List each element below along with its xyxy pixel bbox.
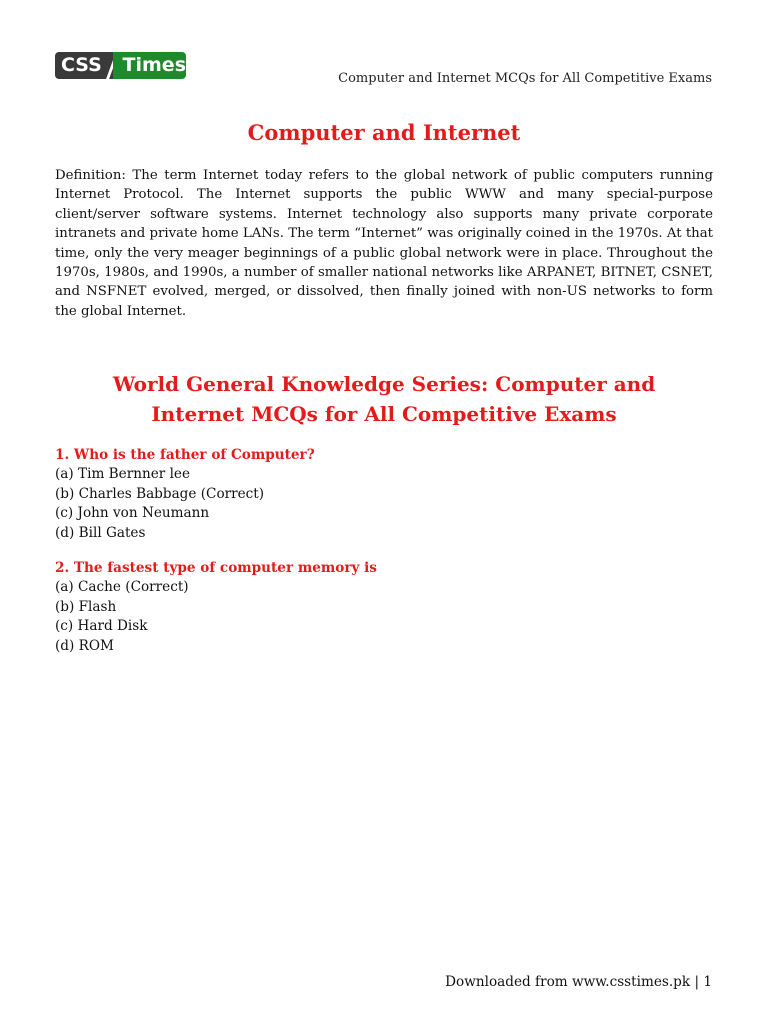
logo-left-text: CSS (61, 54, 102, 76)
question-2-option-b: (b) Flash (55, 598, 117, 615)
question-1-option-d: (d) Bill Gates (55, 524, 146, 541)
csstimes-logo (55, 52, 186, 79)
page-header-title: Computer and Internet MCQs for All Competitive Exams (338, 71, 712, 86)
question-2-option-a: (a) Cache (Correct) (55, 579, 189, 595)
page-footer: Downloaded from www.csstimes.pk | 1 (445, 974, 712, 990)
series-title-line-1: World General Knowledge Series: Computer and (112, 372, 656, 396)
question-1-option-a: (a) Tim Bernner lee (55, 466, 191, 482)
question-2-option-c: (c) Hard Disk (55, 618, 148, 634)
series-title (60, 369, 708, 429)
definition-paragraph: Definition: The term Internet today refers to the global network of public computers running Internet Protocol. The Internet supports the public WWW and many special-purpose client/server software systems. Internet technology also supports many private corporate intranets and private home LANs. The term “Internet” was originally coined in the 1970s. At that time, only the very meager beginnings of a public global network were in place. Throughout the 1970s, 1980s, and 1990s, a number of smaller national networks like ARPANET, BITNET, CSNET, and NSFNET evolved, merged, or dissolved, then finally joined with non-US networks to form the global Internet. (55, 168, 713, 319)
logo-left-part (55, 52, 113, 79)
question-1-text: 1. Who is the father of Computer? (55, 447, 315, 463)
question-2-text: 2. The fastest type of computer memory is (55, 560, 377, 576)
question-2-option-d: (d) ROM (55, 637, 114, 654)
question-block-2 (55, 558, 715, 656)
series-title-line-2: Internet MCQs for All Competitive Exams (151, 402, 617, 426)
question-1-option-b: (b) Charles Babbage (Correct) (55, 485, 265, 502)
logo-right-part (113, 52, 186, 79)
question-block-1 (55, 445, 715, 543)
page-title: Computer and Internet (247, 120, 521, 145)
logo-right-text: Times (122, 54, 186, 76)
question-1-option-c: (c) John von Neumann (55, 505, 210, 521)
